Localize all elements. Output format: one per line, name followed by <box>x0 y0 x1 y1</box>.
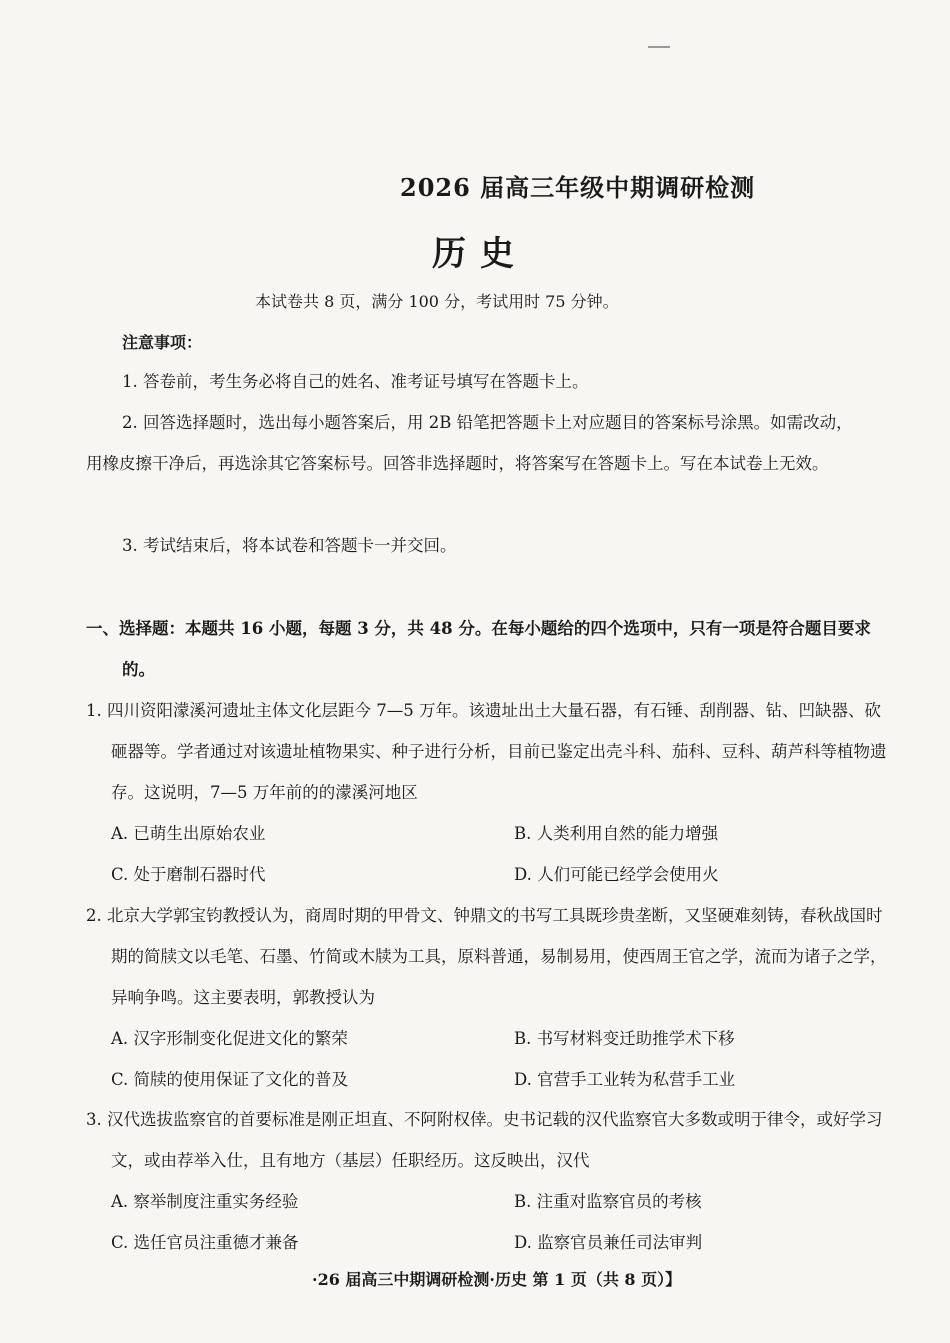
note-item: 3. 考试结束后，将本试卷和答题卡一并交回。 <box>122 536 457 555</box>
scan-artifact <box>648 46 670 48</box>
option-a: A. 察举制度注重实务经验 <box>111 1192 299 1211</box>
section-heading-text: 一、选择题：本题共 16 小题，每题 3 分，共 48 分。在每小题给的四个选项中，只有一项是符合题目要求的。 <box>86 619 871 679</box>
exam-info: 本试卷共 8 页，满分 100 分，考试用时 75 分钟。 <box>255 292 619 311</box>
question-3-stem: 3. 汉代选拔监察官的首要标准是刚正坦直、不阿附权倖。史书记载的汉代监察官大多数或明于律令，或好学习文，或由荐举入仕，且有地方（基层）任职经历。这反映出，汉代 <box>86 1110 883 1170</box>
question-2-stem: 2. 北京大学郭宝钧教授认为，商周时期的甲骨文、钟鼎文的书写工具既珍贵垄断，又坚硬难刻铸，春秋战国时期的简牍文以毛笔、石墨、竹简或木牍为工具，原料普通，易制易用，使西周王官之学，流而为诸子之学，异响争鸣。这主要表明，郭教授认为 <box>86 906 887 1007</box>
option-d: D. 官营手工业转为私营手工业 <box>514 1070 736 1089</box>
question-1-stem: 1. 四川资阳濛溪河遗址主体文化层距今 7—5 万年。该遗址出土大量石器，有石锤、刮削器、钻、凹缺器、砍砸器等。学者通过对该遗址植物果实、种子进行分析，目前已鉴定出壳斗科、茄科、豆科、葫芦科等植物遗存。这说明，7—5 万年前的的濛溪河地区 <box>86 701 887 802</box>
page-footer: ·26 届高三中期调研检测·历史 第 1 页（共 8 页）】 <box>312 1270 682 1289</box>
section-heading <box>86 608 876 690</box>
option-a: A. 已萌生出原始农业 <box>111 824 266 843</box>
exam-title: 2026 届高三年级中期调研检测 <box>400 173 756 202</box>
notes-heading: 注意事项： <box>122 333 203 352</box>
subject-title: 历史 <box>432 234 528 274</box>
option-b: B. 书写材料变迁助推学术下移 <box>514 1029 735 1048</box>
option-c: C. 处于磨制石器时代 <box>111 865 266 884</box>
option-d: D. 监察官员兼任司法审判 <box>514 1233 703 1252</box>
option-a: A. 汉字形制变化促进文化的繁荣 <box>111 1029 348 1048</box>
option-b: B. 注重对监察官员的考核 <box>514 1192 702 1211</box>
option-b: B. 人类利用自然的能力增强 <box>514 824 719 843</box>
option-c: C. 选任官员注重德才兼备 <box>111 1233 299 1252</box>
note-item: 2. 回答选择题时，选出每小题答案后，用 2B 铅笔把答题卡上对应题目的答案标号涂黑。如需改动，用橡皮擦干净后，再选涂其它答案标号。回答非选择题时，将答案写在答题卡上。写在本试卷上无效。 <box>86 413 853 473</box>
note-item: 1. 答卷前，考生务必将自己的姓名、准考证号填写在答题卡上。 <box>122 372 589 391</box>
option-d: D. 人们可能已经学会使用火 <box>514 865 719 884</box>
option-c: C. 简牍的使用保证了文化的普及 <box>111 1070 349 1089</box>
